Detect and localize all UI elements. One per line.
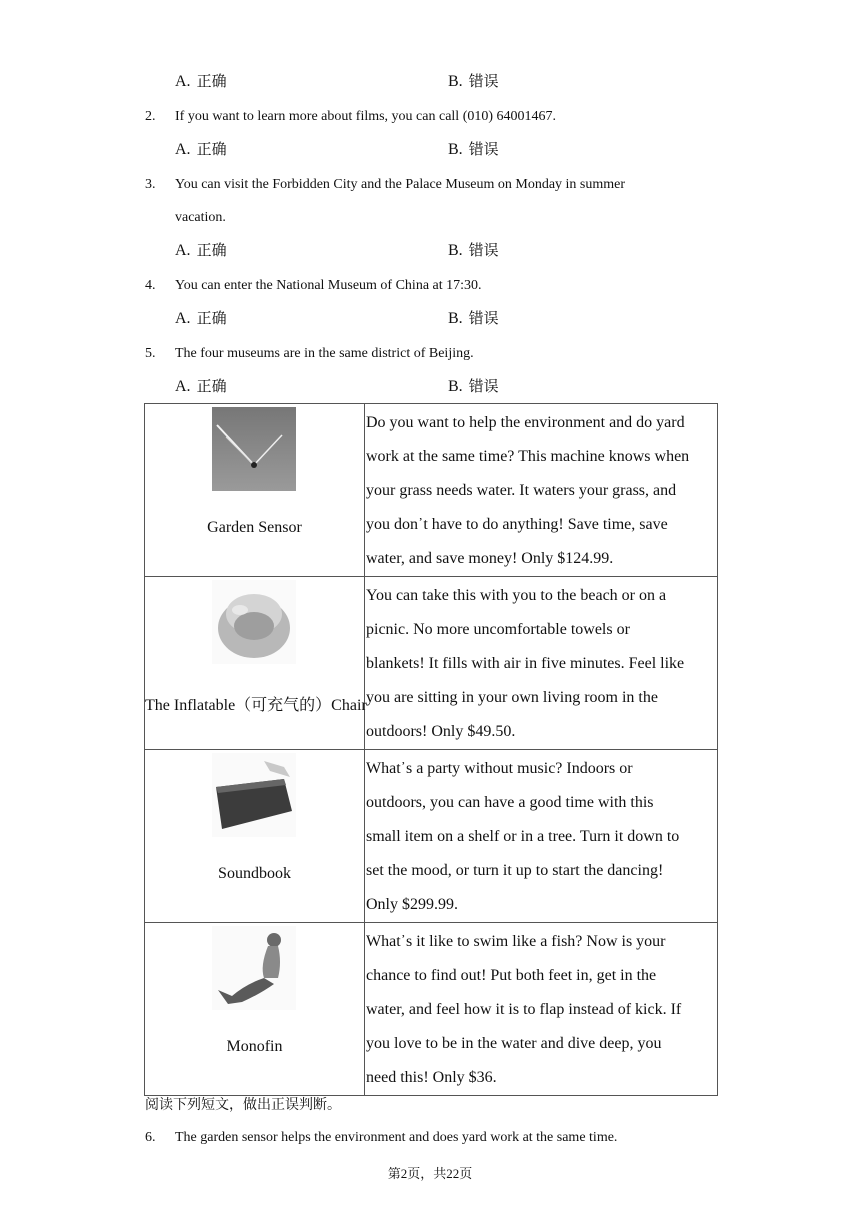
option-b-q1: B. 错误 xyxy=(448,73,499,90)
product-description: You can take this with you to the beach or on a picnic. No more uncomfortable towels or blankets! It fills with air in five minutes. Feel like you are sitting in your own living room in the outdoors! Only $49.50. xyxy=(365,577,718,750)
product-name: Monofin xyxy=(226,1038,283,1055)
sprinkler-photo-icon xyxy=(212,407,296,491)
product-image-cell xyxy=(145,923,365,1096)
table-row xyxy=(145,404,718,577)
product-name: Soundbook xyxy=(218,865,291,882)
product-image-cell xyxy=(145,404,365,577)
option-b-q4: B. 错误 xyxy=(448,310,499,327)
question-5: 5. The four museums are in the same district of Beijing. xyxy=(145,346,474,361)
question-3: 3. You can visit the Forbidden City and the Palace Museum on Monday in summer xyxy=(145,177,626,192)
table-row xyxy=(145,750,718,923)
inflatable-chair-photo-icon xyxy=(212,580,296,664)
product-description: What᾿s it like to swim like a fish? Now is your chance to find out! Put both feet in, get in the water, and feel how it is to flap instead of kick. If you love to be in the water and dive deep, you need this! Only $36. xyxy=(365,923,718,1096)
question-4: 4. You can enter the National Museum of China at 17:30. xyxy=(145,278,482,293)
option-a-q3: A. 正确 xyxy=(175,242,227,259)
table-row xyxy=(145,923,718,1096)
table-row xyxy=(145,577,718,750)
question-3-cont: vacation. xyxy=(175,210,226,225)
option-b-q5: B. 错误 xyxy=(448,378,499,395)
section-instruction: 阅读下列短文，做出正误判断。 xyxy=(145,1097,341,1113)
product-name: The Inflatable（可充气的）Chair xyxy=(145,697,367,714)
mermaid-monofin-photo-icon xyxy=(212,926,296,1010)
option-a-q4: A. 正确 xyxy=(175,310,227,327)
question-2: 2. If you want to learn more about films, you can call (010) 64001467. xyxy=(145,109,557,124)
question-6: 6. The garden sensor helps the environment and does yard work at the same time. xyxy=(145,1130,618,1145)
option-a-q2: A. 正确 xyxy=(175,141,227,158)
product-image-cell xyxy=(145,750,365,923)
product-image-cell xyxy=(145,577,365,750)
product-description: What᾿s a party without music? Indoors or outdoors, you can have a good time with this small item on a shelf or in a tree. Turn it down to set the mood, or turn it up to start the dancing! Only $299.99. xyxy=(365,750,718,923)
soundbook-speaker-photo-icon xyxy=(212,753,296,837)
product-name: Garden Sensor xyxy=(207,519,302,536)
option-a-q1: A. 正确 xyxy=(175,73,227,90)
page-footer: 第2页，共22页 xyxy=(387,1166,473,1181)
product-description: Do you want to help the environment and do yard work at the same time? This machine knows when your grass needs water. It waters your grass, and you don᾿t have to do anything! Save time, save water, and save money! Only $124.99. xyxy=(365,404,718,577)
option-a-q5: A. 正确 xyxy=(175,378,227,395)
option-b-q3: B. 错误 xyxy=(448,242,499,259)
option-b-q2: B. 错误 xyxy=(448,141,499,158)
product-table xyxy=(144,403,718,1096)
